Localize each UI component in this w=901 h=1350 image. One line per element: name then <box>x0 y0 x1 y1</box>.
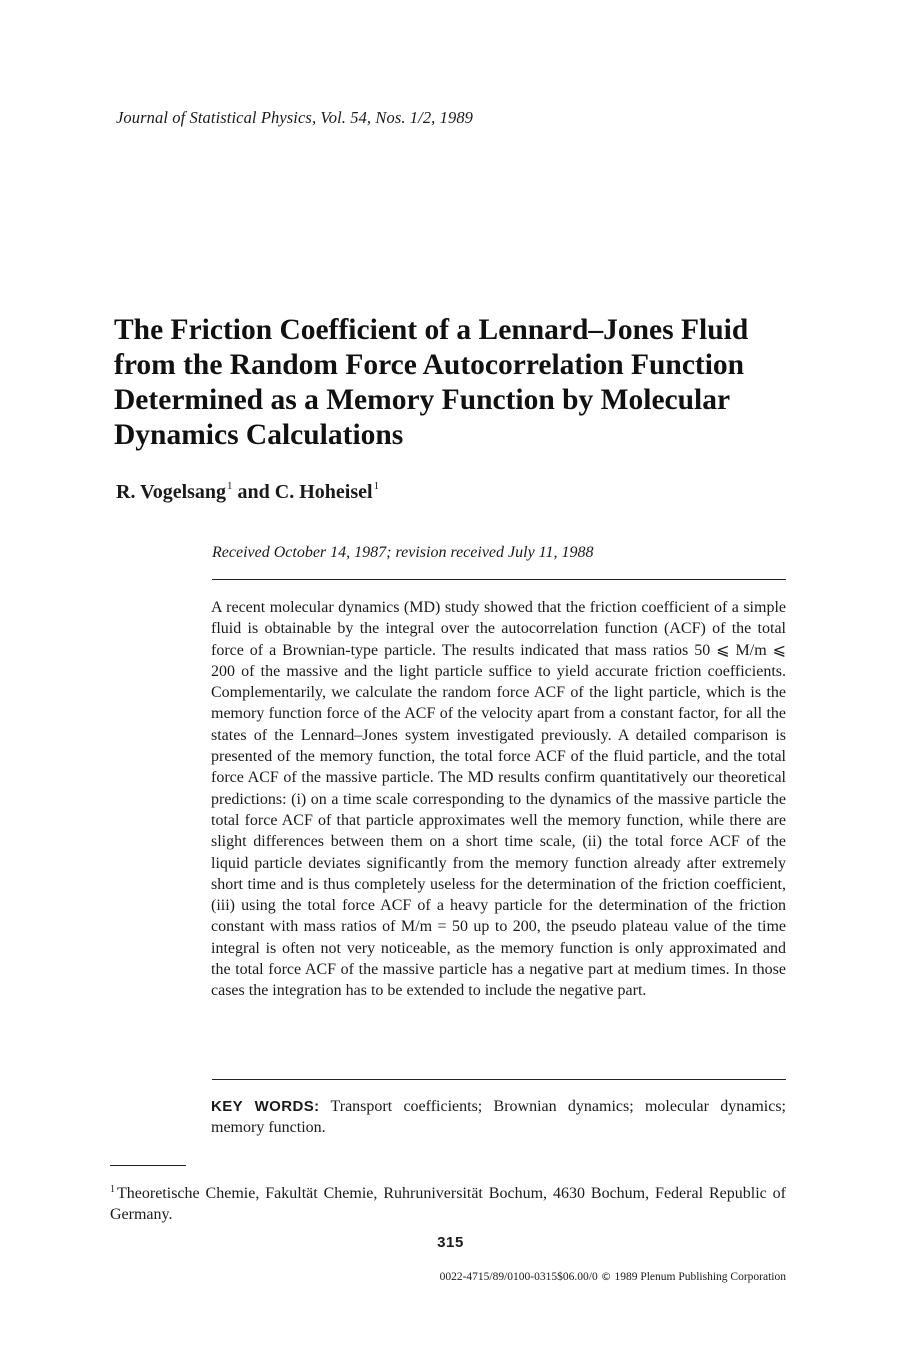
paper-title: The Friction Coefficient of a Lennard–Jones Fluid from the Random Force Autocorrelation Function Determined as a Memory Function by Molecular Dynamics Calculations <box>114 314 749 451</box>
article-code: 0022-4715/89/0100-0315$06.00/0 <box>439 1271 598 1283</box>
author-name: R. Vogelsang <box>116 481 227 503</box>
copyright-line <box>440 1270 786 1283</box>
footnote-marker: 1 <box>110 1184 115 1195</box>
keywords <box>211 1096 786 1139</box>
abstract-bottom-rule <box>212 1079 786 1080</box>
author-conjunction: and <box>237 481 270 503</box>
footnote <box>110 1179 786 1225</box>
keywords-text: Transport coefficients; Brownian dynamics; molecular dynamics; memory function. <box>211 1098 786 1137</box>
author-name: C. Hoheisel <box>274 481 373 503</box>
affiliation-marker: 1 <box>373 480 380 492</box>
received-dates: Received October 14, 1987; revision received July 11, 1988 <box>212 544 594 561</box>
abstract-top-rule <box>212 579 786 580</box>
copyright-text: 1989 Plenum Publishing Corporation <box>614 1271 786 1283</box>
abstract <box>211 597 786 1002</box>
journal-citation: Journal of Statistical Physics, Vol. 54, Nos. 1/2, 1989 <box>116 108 474 127</box>
author-line <box>116 480 379 504</box>
page-number: 315 <box>437 1234 464 1251</box>
keywords-label: KEY WORDS: <box>211 1098 320 1115</box>
footnote-rule <box>110 1165 186 1166</box>
abstract-text: A recent molecular dynamics (MD) study showed that the friction coefficient of a simple fluid is obtainable by the integral over the autocorrelation function (ACF) of the total force of a Brownian-type particle. The results indicated that mass ratios 50 ⩽ M/m ⩽ 200 of the massive and the light particle suffice to yield accurate friction coefficients. Complementarily, we calculate the random force ACF of the light particle, which is the memory function force of the ACF of the velocity apart from a constant factor, for all the states of the Lennard–Jones system investigated previously. A detailed comparison is presented of the memory function, the total force ACF of the fluid particle, and the total force ACF of the massive particle. The MD results confirm quantitatively our theoretical predictions: (i) on a time scale corresponding to the dynamics of the massive particle the total force ACF of that particle approximates well the memory function, while there are slight differences between them on a short time scale, (ii) the total force ACF of the liquid particle deviates significantly from the memory function already after extremely short time and is thus completely useless for the determination of the friction coefficient, (iii) using the total force ACF of a heavy particle for the determination of the friction constant with mass ratios of M/m = 50 up to 200, the pseudo plateau value of the time integral is often not very noticeable, as the memory function is only approximated and the total force ACF of the massive particle has a negative part at medium times. In those cases the integration has to be extended to include the negative part. <box>211 599 786 1000</box>
footnote-text: Theoretische Chemie, Fakultät Chemie, Ruhruniversität Bochum, 4630 Bochum, Federal Republic of Germany. <box>110 1185 786 1223</box>
copyright-symbol: © <box>600 1270 612 1283</box>
affiliation-marker: 1 <box>227 480 233 492</box>
